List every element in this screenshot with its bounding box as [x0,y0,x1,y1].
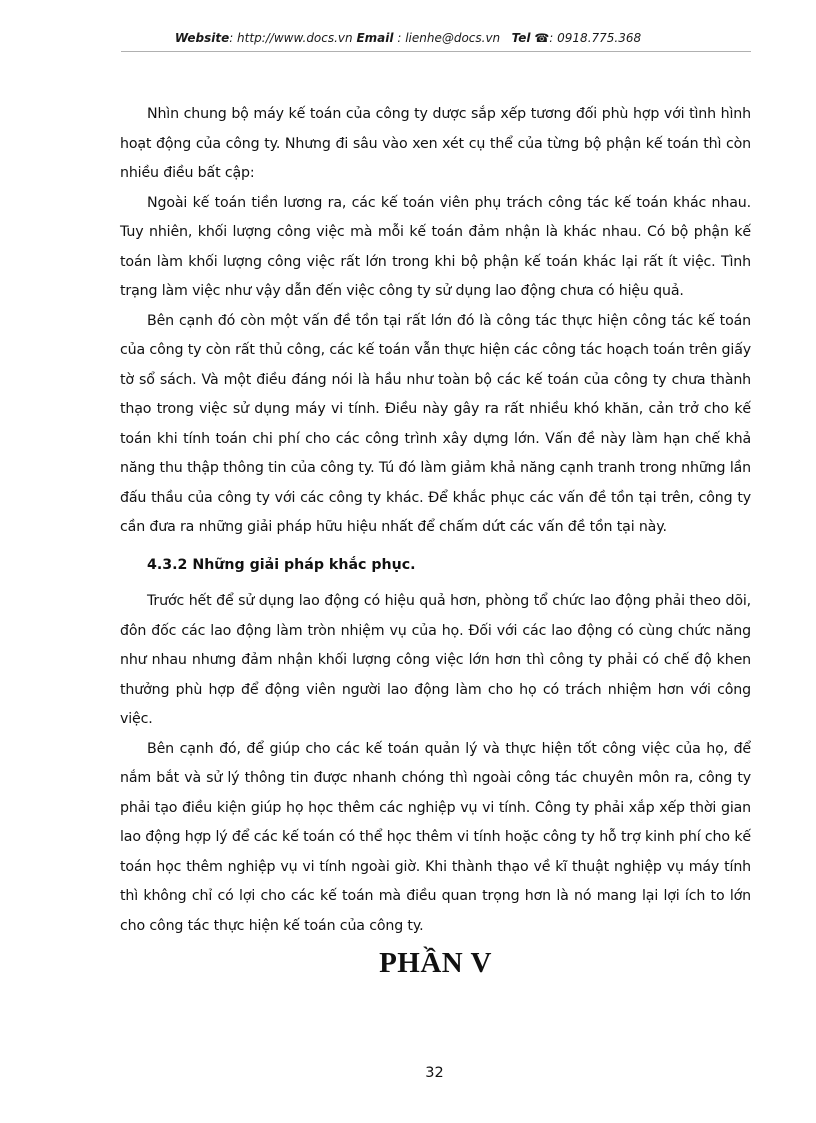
website-label: Website [174,31,230,45]
tel-label: Tel [511,31,531,45]
email-value: : lienhe@docs.vn [393,31,501,45]
paragraph-3: Bên cạnh đó còn một vấn đề tồn tại rất lớn đó là công tác thực hiện công tác kế toán của công ty còn rất thủ công, các kế toán vẫn thực hiện các công tác hoạch toán trên giấy tờ sổ sách. Và một điều đáng nói là hầu như toàn bộ các kế toán của công ty chưa thành thạo trong việc sử dụng máy vi tính. Điều này gây ra rất nhiều khó khăn, cản trở cho kế toán khi tính toán chi phí cho các công trình xây dựng lớn. Vấn đề này làm hạn chế khả năng thu thập thông tin của công ty. Tú đó làm giảm khả năng cạnh tranh trong những lần đấu thầu của công ty với các công ty khác. Để khắc phục các vấn đề tồn tại trên, công ty cần đưa ra những giải pháp hữu hiệu nhất để chấm dứt các vấn đề tồn tại này. [120,312,751,535]
paragraph-5: Bên cạnh đó, để giúp cho các kế toán quản lý và thực hiện tốt công việc của họ, để nắm bắt và sử lý thông tin được nhanh chóng thì ngoài công tác chuyên môn ra, công ty phải tạo điều kiện giúp họ học thêm các nghiệp vụ vi tính. Công ty phải xắp xếp thời gian lao động hợp lý để các kế toán có thể học thêm vi tính hoặc công ty hỗ trợ kinh phí cho kế toán học thêm nghiệp vụ vi tính ngoài giờ. Khi thành thạo về kĩ thuật nghiệp vụ máy tính thì không chỉ có lợi cho các kế toán mà điều quan trọng hơn là nó mang lại lợi ích to lớn cho công tác thực hiện kế toán của công ty. [120,740,751,934]
paragraph-2: Ngoài kế toán tiền lương ra, các kế toán viên phụ trách công tác kế toán khác nhau. Tuy nhiên, khối lượng công việc mà mỗi kế toán đảm nhận là khác nhau. Có bộ phận kế toán làm khối lượng công việc rất lớn trong khi bộ phận kế toán khác lại rất ít việc. Tình trạng làm việc như vậy dẫn đến việc công ty sử dụng lao động chưa có hiệu quả. [120,194,751,299]
section-heading: 4.3.2 Những giải pháp khắc phục. [147,556,416,573]
paragraph-1: Nhìn chung bộ máy kế toán của công ty dược sắp xếp tương đối phù hợp với tình hình hoạt động của công ty. Nhưng đi sâu vào xen xét cụ thể của từng bộ phận kế toán thì còn nhiều điều bất cập: [120,106,751,181]
website-value: : http://www.docs.vn [229,31,353,45]
document-body [120,100,751,983]
page-header [0,31,816,45]
part-title: PHẦN V [379,947,492,979]
tel-value: ☎: 0918.775.368 [534,31,642,45]
email-label: Email [356,31,394,45]
paragraph-4: Trước hết để sử dụng lao động có hiệu quả hơn, phòng tổ chức lao động phải theo dõi, đôn đốc các lao động làm tròn nhiệm vụ của họ. Đối với các lao động có cùng chức năng như nhau nhưng đảm nhận khối lượng công việc lớn hơn thì công ty phải có chế độ khen thưởng phù hợp để động viên người lao động làm cho họ có trách nhiệm hơn với công việc. [120,593,751,727]
header-divider [121,51,751,52]
page-number: 32 [425,1065,444,1081]
